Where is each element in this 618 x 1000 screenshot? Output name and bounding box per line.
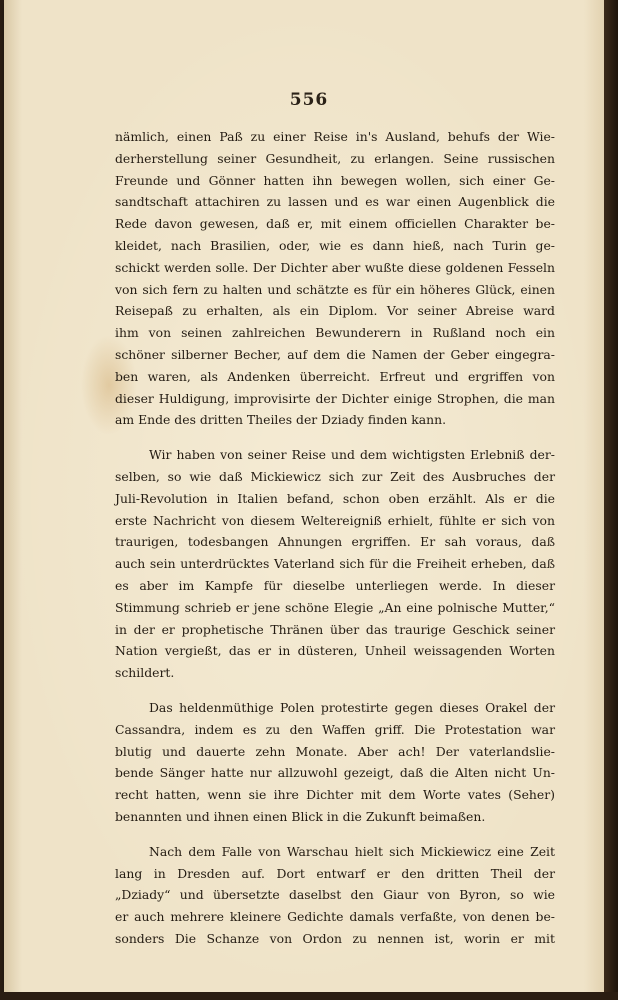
text-line: sandtschaft attachiren zu lassen und es war einen Augenblick die [115, 194, 555, 210]
text-line: er auch mehrere kleinere Gedichte damals verfaßte, von denen be- [115, 909, 555, 925]
text-line: in der er prophetische Thränen über das traurige Geschick seiner [115, 621, 555, 637]
text-line: Juli-Revolution in Italien befand, schon oben erzählt. Als er die [115, 490, 555, 506]
text-line: benannten und ihnen einen Blick in die Zukunft beimaßen. [115, 808, 486, 824]
text-line: Rede davon gewesen, daß er, mit einem officiellen Charakter be- [115, 216, 555, 232]
text-line: bende Sänger hatte nur allzuwohl gezeigt, daß die Alten nicht Un- [115, 765, 555, 781]
text-line: ben waren, als Andenken überreicht. Erfreut und ergriffen von [115, 368, 555, 384]
text-line: selben, so wie daß Mickiewicz sich zur Zeit des Ausbruches der [115, 468, 555, 484]
text-line: nämlich, einen Paß zu einer Reise in's Ausland, behufs der Wie- [115, 129, 555, 144]
text-line: Reisepaß zu erhalten, als ein Diplom. Vor seiner Abreise ward [115, 303, 555, 319]
text-line: recht hatten, wenn sie ihre Dichter mit dem Worte vates (Seher) [115, 787, 555, 803]
text-line: am Ende des dritten Theiles der Dziady finden kann. [115, 412, 447, 428]
text-line: auch sein unterdrücktes Vaterland sich für die Freiheit erheben, daß [115, 556, 555, 572]
text-line: Das heldenmüthige Polen protestirte gegen dieses Orakel der [149, 699, 555, 715]
book-edge [604, 0, 618, 1000]
text-line: Freunde und Gönner hatten ihn bewegen wollen, sich einer Ge- [115, 172, 555, 188]
text-line: es aber im Kampfe für dieselbe unterliegen werde. In dieser [115, 577, 555, 593]
text-line: Nation vergießt, das er in düsteren, Unheil weissagenden Worten [115, 643, 555, 659]
text-line: Cassandra, indem es zu den Waffen griff. Die Protestation war [115, 721, 555, 737]
text-line: schildert. [115, 665, 175, 681]
text-line: dieser Huldigung, improvisirte der Dichter einige Strophen, die man [115, 390, 555, 406]
page-number: 556 [289, 90, 329, 110]
text-line: schöner silberner Becher, auf dem die Namen der Geber eingegra- [115, 346, 555, 362]
text-line: traurigen, todesbangen Ahnungen ergriffen. Er sah voraus, daß [115, 534, 555, 550]
text-line: von sich fern zu halten und schätzte es für ein höheres Glück, einen [115, 281, 555, 297]
text-line: „Dziady“ und übersetzte daselbst den Giaur von Byron, so wie [115, 887, 555, 903]
text-line: kleidet, nach Brasilien, oder, wie es dann hieß, nach Turin ge- [115, 237, 555, 253]
paragraph-3 [115, 697, 555, 828]
text-line: Wir haben von seiner Reise und dem wichtigsten Erlebniß der- [149, 447, 555, 463]
text-line: ihm von seinen zahlreichen Bewunderern in Rußland noch ein [115, 325, 555, 341]
paragraph-2 [115, 444, 555, 684]
text-line: lang in Dresden auf. Dort entwarf er den dritten Theil der [115, 865, 555, 881]
text-line: sonders Die Schanze von Ordon zu nennen ist, worin er mit [115, 930, 555, 946]
body-text [115, 126, 555, 950]
text-line: blutig und dauerte zehn Monate. Aber ach! Der vaterlandslie- [115, 743, 555, 759]
text-line: Nach dem Falle von Warschau hielt sich Mickiewicz eine Zeit [149, 843, 555, 859]
text-line: erste Nachricht von diesem Weltereigniß erhielt, fühlte er sich von [115, 512, 555, 528]
paragraph-1 [115, 126, 555, 431]
text-line: Stimmung schrieb er jene schöne Elegie „An eine polnische Mutter,“ [115, 599, 555, 615]
text-line: schickt werden solle. Der Dichter aber wußte diese goldenen Fesseln [115, 259, 555, 275]
paragraph-4 [115, 841, 555, 950]
text-line: derherstellung seiner Gesundheit, zu erlangen. Seine russischen [115, 150, 555, 166]
book-edge-bottom [0, 992, 618, 1000]
